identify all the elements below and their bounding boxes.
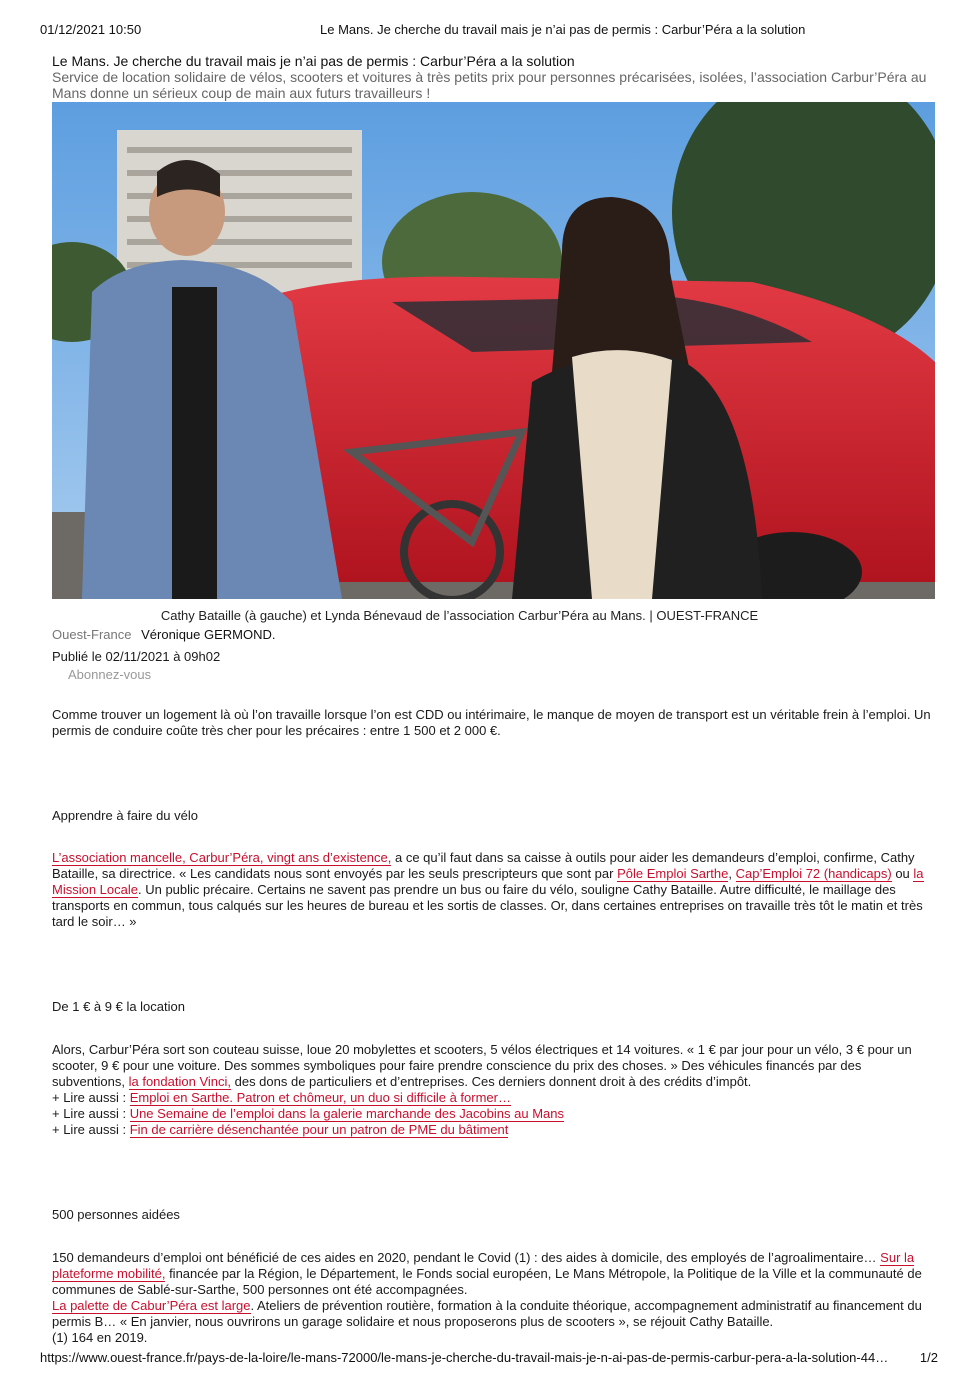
byline bbox=[52, 627, 937, 643]
subscribe-link[interactable]: Abonnez-vous bbox=[68, 667, 152, 682]
section-location-paragraph: Alors, Carbur’Péra sort son couteau suisse, loue 20 mobylettes et scooters, 5 vélos électriques et 14 voitures. « 1 € par jour pour un vélo, 3 € pour un scooter, 9 € pour une voiture. Des sommes symboliques pour faire prendre conscience du prix des choses. » Des véhicules financés par des subventions, la fondation Vinci, des dons de particuliers et d’entreprises. Ces derniers donnent droit à des crédits d’impôt. + Lire aussi : Emploi en Sarthe. Patron et chômeur, un duo si difficile à former… + Lire aussi : Une Semaine de l’emploi dans la galerie marchande des Jacobins au Mans + Lire aussi : Fin de carrière désenchantée pour un patron de PME du bâtiment bbox=[52, 1042, 937, 1138]
byline-source: Ouest-France bbox=[52, 627, 132, 642]
link-palette[interactable]: La palette de Cabur’Péra est large bbox=[52, 1298, 251, 1313]
section-title-velo: Apprendre à faire du vélo bbox=[52, 808, 198, 823]
link-pole-emploi[interactable]: Pôle Emploi Sarthe bbox=[617, 866, 729, 881]
lire-aussi-2: + Lire aussi : Une Semaine de l’emploi dans la galerie marchande des Jacobins au Mans bbox=[52, 1106, 564, 1121]
link-fondation-vinci[interactable]: la fondation Vinci, bbox=[128, 1074, 231, 1089]
section-velo-paragraph: L’association mancelle, Carbur’Péra, vingt ans d’existence, a ce qu’il faut dans sa caisse à outils pour aider les demandeurs d’emploi, confirme, Cathy Bataille, sa directrice. « Les candidats nous sont envoyés par les seuls prescripteurs que sont par Pôle Emploi Sarthe, Cap’Emploi 72 (handicaps) ou la Mission Locale. Un public précaire. Certains ne savent pas prendre un bus ou faire du vélo, souligne Cathy Bataille. Autre difficulté, le maillage des transports en commun, tous calqués sur les heures de bureau et les sortis de classes. Or, dans certaines entreprises on travaille très tôt le matin et très tard le soir… » bbox=[52, 850, 924, 929]
section-title-location: De 1 € à 9 € la location bbox=[52, 999, 185, 1014]
footnote: (1) 164 en 2019. bbox=[52, 1330, 148, 1345]
print-title: Le Mans. Je cherche du travail mais je n’ai pas de permis : Carbur’Péra a la solution bbox=[320, 22, 806, 37]
section-aidees-paragraph: 150 demandeurs d’emploi ont bénéficié de ces aides en 2020, pendant le Covid (1) : des aides à domicile, des employés de l’agroalimentaire… Sur la plateforme mobilité, financée par la Région, le Département, le Fonds social européen, Le Mans Métropole, la Politique de la Ville et la communauté de communes de Sablé-sur-Sarthe, 500 personnes ont été accompagnées. La palette de Cabur’Péra est large. Ateliers de prévention routière, formation à la conduite théorique, accompagnement administratif au financement du permis B… « En janvier, nous ouvrirons un garage solidaire et nous proposerons plus de scooters », se réjouit Cathy Bataille. (1) 164 en 2019. bbox=[52, 1250, 922, 1345]
print-page-number: 1/2 bbox=[919, 1350, 938, 1365]
byline-author: Véronique GERMOND. bbox=[141, 627, 276, 642]
article-standfirst: Service de location solidaire de vélos, scooters et voitures à très petits prix pour personnes précarisées, isolées, l’association Carbur’Péra au Mans donne un sérieux coup de main aux futurs travailleurs ! bbox=[52, 69, 927, 101]
lire-aussi-3: + Lire aussi : Fin de carrière désenchantée pour un patron de PME du bâtiment bbox=[52, 1122, 509, 1137]
article bbox=[52, 53, 937, 1346]
link-lire-aussi-1[interactable]: Emploi en Sarthe. Patron et chômeur, un duo si difficile à former… bbox=[129, 1090, 511, 1105]
print-header bbox=[40, 22, 938, 40]
print-footer bbox=[40, 1350, 938, 1368]
link-lire-aussi-2[interactable]: Une Semaine de l’emploi dans la galerie marchande des Jacobins au Mans bbox=[129, 1106, 564, 1121]
link-lire-aussi-3[interactable]: Fin de carrière désenchantée pour un patron de PME du bâtiment bbox=[129, 1122, 509, 1137]
link-plateforme-mobilite[interactable]: Sur la plateforme mobilité, bbox=[52, 1250, 915, 1281]
print-url: https://www.ouest-france.fr/pays-de-la-loire/le-mans-72000/le-mans-je-cherche-du-travail-mais-je-n-ai-pas-de-permis-carbur-pera-a-la-solution-44… bbox=[40, 1350, 889, 1365]
print-datetime: 01/12/2021 10:50 bbox=[40, 22, 142, 37]
intro-paragraph: Comme trouver un logement là où l’on travaille lorsque l’on est CDD ou intérimaire, le manque de moyen de transport est un véritable frein à l’emploi. Un permis de conduire coûte très cher pour les précaires : entre 1 500 et 2 000 €. bbox=[52, 707, 931, 738]
publish-date: Publié le 02/11/2021 à 09h02 bbox=[52, 649, 221, 664]
section-title-aidees: 500 personnes aidées bbox=[52, 1207, 180, 1222]
photo-caption: Cathy Bataille (à gauche) et Lynda Bénevaud de l’association Carbur’Péra au Mans. | OUEST-FRANCE bbox=[160, 608, 759, 623]
article-photo bbox=[52, 102, 935, 599]
article-headline: Le Mans. Je cherche du travail mais je n’ai pas de permis : Carbur’Péra a la solution bbox=[52, 53, 575, 69]
link-mission-locale[interactable]: la Mission Locale bbox=[52, 866, 924, 897]
link-association[interactable]: L’association mancelle, Carbur’Péra, vingt ans d’existence, bbox=[52, 850, 392, 865]
lire-aussi-1: + Lire aussi : Emploi en Sarthe. Patron et chômeur, un duo si difficile à former… bbox=[52, 1090, 511, 1105]
link-cap-emploi[interactable]: Cap’Emploi 72 (handicaps) bbox=[735, 866, 892, 881]
